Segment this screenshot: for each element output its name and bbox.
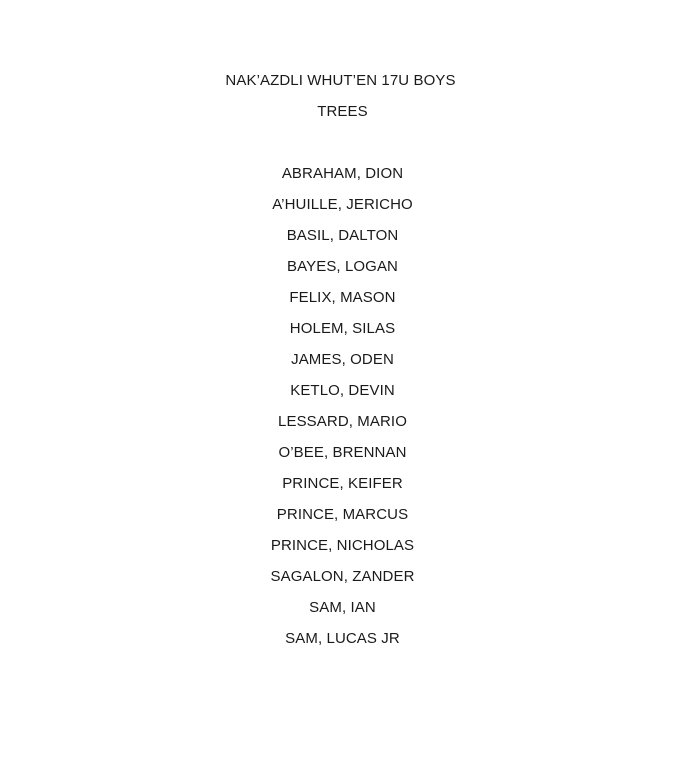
player-name: SAM, IAN <box>309 599 376 616</box>
player-list <box>0 165 685 661</box>
player-name: ABRAHAM, DION <box>281 165 404 182</box>
player-name: SAM, LUCAS JR <box>285 630 400 647</box>
player-name: LESSARD, MARIO <box>278 413 407 430</box>
player-name: PRINCE, MARCUS <box>276 506 409 523</box>
player-name: A’HUILLE, JERICHO <box>272 196 413 213</box>
player-name: FELIX, MASON <box>289 289 396 306</box>
player-name: KETLO, DEVIN <box>290 382 395 399</box>
team-title: NAK’AZDLI WHUT’EN 17U BOYS <box>225 72 456 89</box>
team-subtitle: TREES <box>317 103 368 120</box>
player-name: SAGALON, ZANDER <box>270 568 415 585</box>
player-name: PRINCE, NICHOLAS <box>270 537 415 554</box>
player-name: HOLEM, SILAS <box>289 320 396 337</box>
player-name: PRINCE, KEIFER <box>282 475 403 492</box>
player-name: JAMES, ODEN <box>291 351 394 368</box>
player-name: BASIL, DALTON <box>286 227 399 244</box>
player-name: O’BEE, BRENNAN <box>278 444 407 461</box>
player-name: BAYES, LOGAN <box>287 258 398 275</box>
